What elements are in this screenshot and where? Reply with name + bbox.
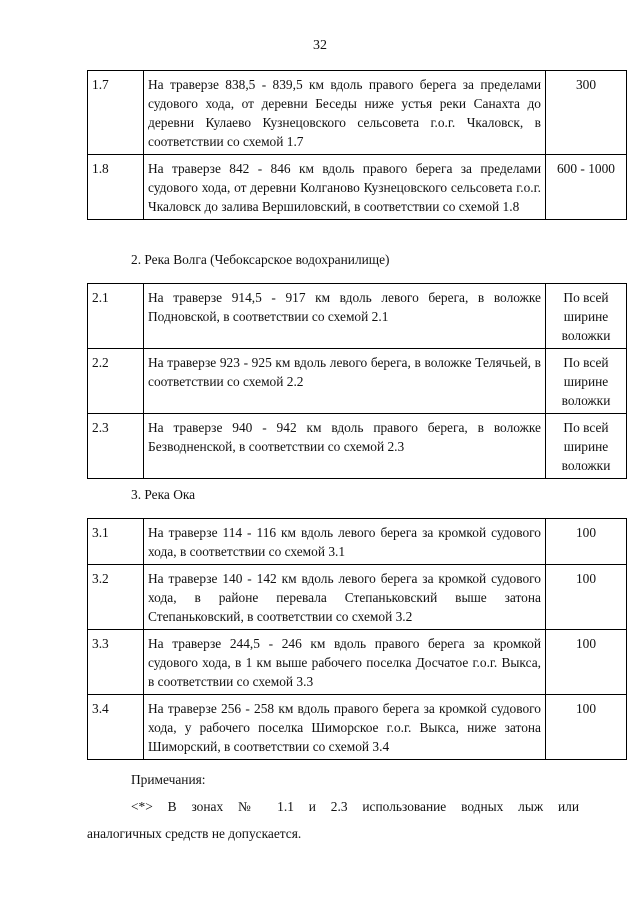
table-row bbox=[88, 565, 627, 630]
row-number: 3.3 bbox=[88, 630, 144, 695]
table-row bbox=[88, 695, 627, 760]
row-number: 3.2 bbox=[88, 565, 144, 630]
table-row bbox=[88, 519, 627, 565]
row-value: 100 bbox=[546, 695, 627, 760]
row-description: На траверзе 244,5 - 246 км вдоль правого берега за кромкой судового хода, в 1 км выше рабочего поселка Досчатое г.о.г. Выкса, в соответствии со схемой 3.3 bbox=[144, 630, 546, 695]
row-number: 1.8 bbox=[88, 155, 144, 220]
row-number: 2.3 bbox=[88, 414, 144, 479]
row-value: По всей ширине воложки bbox=[546, 349, 627, 414]
row-description: На траверзе 114 - 116 км вдоль левого берега за кромкой судового хода, в соответствии со схемой 3.1 bbox=[144, 519, 546, 565]
notes-title: Примечания: bbox=[131, 772, 206, 787]
row-description: На траверзе 940 - 942 км вдоль правого берега, в воложке Безводненской, в соответствии со схемой 2.3 bbox=[144, 414, 546, 479]
section-title-volga: 2. Река Волга (Чебоксарское водохранилище) bbox=[131, 252, 390, 267]
row-value: По всей ширине воложки bbox=[546, 414, 627, 479]
table-row bbox=[88, 414, 627, 479]
page-number: 32 bbox=[313, 38, 327, 53]
row-value: 100 bbox=[546, 630, 627, 695]
row-description: На траверзе 838,5 - 839,5 км вдоль правого берега за пределами судового хода, от деревни Беседы ниже устья реки Санахта до деревни Кулаево Кузнецовского сельсовета г.о.г. Чкаловск, в соответствии со схемой 1.7 bbox=[144, 71, 546, 155]
table-section-2 bbox=[87, 283, 627, 479]
section-title-oka: 3. Река Ока bbox=[131, 487, 196, 502]
table-row bbox=[88, 71, 627, 155]
row-value: 100 bbox=[546, 565, 627, 630]
row-description: На траверзе 842 - 846 км вдоль правого берега за пределами судового хода, от деревни Колганово Кузнецовского сельсовета г.о.г. Чкаловск до залива Вершиловский, в соответствии со схемой 1.8 bbox=[144, 155, 546, 220]
row-description: На траверзе 914,5 - 917 км вдоль левого берега, в воложке Подновской, в соответствии со схемой 2.1 bbox=[144, 284, 546, 349]
row-description: На траверзе 140 - 142 км вдоль левого берега за кромкой судового хода, в районе перевала Степаньковский выше затона Степаньковский, в соответствии со схемой 3.2 bbox=[144, 565, 546, 630]
table-section-1 bbox=[87, 70, 627, 220]
row-value: По всей ширине воложки bbox=[546, 284, 627, 349]
note-text: <*> В зонах № 1.1 и 2.3 использование водных лыж или bbox=[131, 799, 579, 814]
row-number: 3.1 bbox=[88, 519, 144, 565]
table-row bbox=[88, 630, 627, 695]
row-description: На траверзе 256 - 258 км вдоль правого берега за кромкой судового хода, у рабочего поселка Шиморское г.о.г. Выкса, ниже затона Шиморский, в соответствии со схемой 3.4 bbox=[144, 695, 546, 760]
note-text-continued: аналогичных средств не допускается. bbox=[87, 826, 302, 841]
table-row bbox=[88, 284, 627, 349]
table-section-3 bbox=[87, 518, 627, 760]
row-number: 2.2 bbox=[88, 349, 144, 414]
table-row bbox=[88, 349, 627, 414]
row-number: 1.7 bbox=[88, 71, 144, 155]
row-value: 100 bbox=[546, 519, 627, 565]
row-description: На траверзе 923 - 925 км вдоль левого берега, в воложке Телячьей, в соответствии со схемой 2.2 bbox=[144, 349, 546, 414]
table-row bbox=[88, 155, 627, 220]
row-value: 300 bbox=[546, 71, 627, 155]
row-value: 600 - 1000 bbox=[546, 155, 627, 220]
row-number: 3.4 bbox=[88, 695, 144, 760]
row-number: 2.1 bbox=[88, 284, 144, 349]
